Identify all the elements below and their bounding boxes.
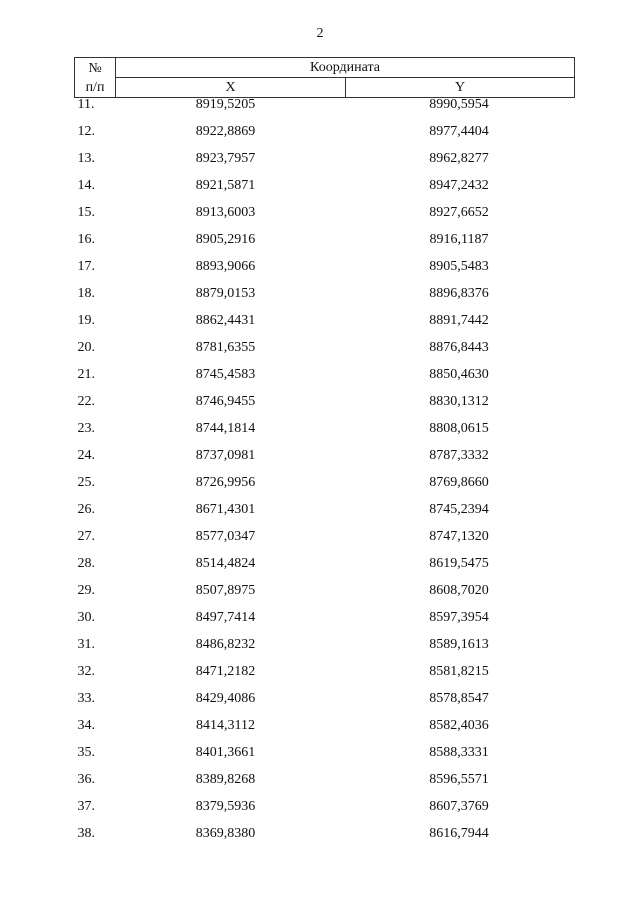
y-coordinate-cell: 8581,8215	[429, 664, 489, 679]
table-row	[75, 544, 575, 571]
x-coordinate-cell: 8369,8380	[195, 826, 256, 841]
table-row	[75, 679, 575, 706]
table-row	[75, 220, 575, 247]
table-row	[75, 98, 575, 113]
x-coordinate-cell: 8781,6355	[195, 340, 256, 355]
header-row-bottom	[75, 78, 575, 98]
row-number-cell: 30.	[77, 610, 95, 625]
x-coordinate-cell: 8514,4824	[195, 556, 256, 571]
page-number: 2	[316, 26, 324, 41]
y-coordinate-cell: 8916,1187	[429, 232, 489, 247]
y-coordinate-cell: 8597,3954	[429, 610, 489, 625]
row-number-cell: 17.	[77, 259, 95, 274]
table-row	[75, 814, 575, 841]
y-coordinate-cell: 8747,1320	[429, 529, 489, 544]
row-number-cell: 34.	[77, 718, 95, 733]
x-coordinate-cell: 8429,4086	[195, 691, 256, 706]
coordinate-header: Координата	[116, 58, 575, 78]
y-coordinate-cell: 8582,4036	[429, 718, 489, 733]
y-coordinate-cell: 8787,3332	[429, 448, 489, 463]
y-coordinate-cell: 8589,1613	[429, 637, 489, 652]
x-coordinate-cell: 8921,5871	[195, 178, 256, 193]
y-coordinate-cell: 8876,8443	[429, 340, 489, 355]
row-number-cell: 19.	[77, 313, 95, 328]
y-coordinate-cell: 8850,4630	[429, 367, 489, 382]
table-row	[75, 706, 575, 733]
x-coordinate-cell: 8379,5936	[195, 799, 256, 814]
row-number-cell: 31.	[77, 637, 95, 652]
table-row	[75, 139, 575, 166]
row-number-cell: 25.	[77, 475, 95, 490]
row-number-cell: 32.	[77, 664, 95, 679]
x-coordinate-cell: 8922,8869	[195, 124, 256, 139]
x-coordinate-cell: 8577,0347	[195, 529, 256, 544]
y-coordinate-cell: 8619,5475	[429, 556, 489, 571]
x-column-header: X	[116, 78, 346, 98]
y-coordinate-cell: 8891,7442	[429, 313, 489, 328]
row-number-cell: 29.	[77, 583, 95, 598]
table-row	[75, 517, 575, 544]
table-row	[75, 301, 575, 328]
table-row	[75, 490, 575, 517]
y-coordinate-cell: 8977,4404	[429, 124, 489, 139]
row-number-cell: 28.	[77, 556, 95, 571]
row-number-cell: 35.	[77, 745, 95, 760]
y-coordinate-cell: 8905,5483	[429, 259, 489, 274]
x-coordinate-cell: 8389,8268	[195, 772, 256, 787]
x-coordinate-cell: 8744,1814	[195, 421, 256, 436]
y-coordinate-cell: 8578,8547	[429, 691, 489, 706]
x-coordinate-cell: 8726,9956	[195, 475, 256, 490]
x-coordinate-cell: 8471,2182	[195, 664, 256, 679]
x-coordinate-cell: 8737,0981	[195, 448, 256, 463]
x-coordinate-cell: 8671,4301	[195, 502, 256, 517]
row-number-cell: 23.	[77, 421, 95, 436]
table-row	[75, 166, 575, 193]
x-coordinate-cell: 8879,0153	[195, 286, 256, 301]
x-coordinate-cell: 8862,4431	[195, 313, 256, 328]
table-row	[75, 652, 575, 679]
number-sign-label: №	[88, 60, 102, 76]
y-coordinate-cell: 8927,6652	[429, 205, 489, 220]
table-row	[75, 760, 575, 787]
row-number-cell: 37.	[77, 799, 95, 814]
row-number-cell: 12.	[77, 124, 95, 139]
y-coordinate-cell: 8596,5571	[429, 772, 489, 787]
y-coordinate-cell: 8588,3331	[429, 745, 489, 760]
y-coordinate-cell: 8608,7020	[429, 583, 489, 598]
y-coordinate-cell: 8947,2432	[429, 178, 489, 193]
coordinates-table	[74, 57, 575, 841]
y-coordinate-cell: 8990,5954	[429, 97, 489, 112]
x-coordinate-cell: 8919,5205	[195, 97, 256, 112]
y-coordinate-cell: 8962,8277	[429, 151, 489, 166]
y-coordinate-cell: 8896,8376	[429, 286, 489, 301]
x-coordinate-cell: 8486,8232	[195, 637, 256, 652]
x-coordinate-cell: 8401,3661	[195, 745, 256, 760]
row-number-cell: 26.	[77, 502, 95, 517]
header-row-top	[75, 58, 575, 78]
coordinates-table-header	[75, 58, 575, 98]
row-number-cell: 21.	[77, 367, 95, 382]
row-number-cell: 38.	[77, 826, 95, 841]
row-number-cell: 15.	[77, 205, 95, 220]
y-coordinate-cell: 8616,7944	[429, 826, 489, 841]
table-row	[75, 382, 575, 409]
y-coordinate-cell: 8607,3769	[429, 799, 489, 814]
x-coordinate-cell: 8414,3112	[196, 718, 255, 733]
x-coordinate-cell: 8497,7414	[195, 610, 256, 625]
coordinates-table-body	[75, 98, 575, 842]
y-coordinate-cell: 8745,2394	[429, 502, 489, 517]
table-row	[75, 355, 575, 382]
row-number-cell: 20.	[77, 340, 95, 355]
y-coordinate-cell: 8769,8660	[429, 475, 489, 490]
row-number-cell: 14.	[77, 178, 95, 193]
row-number-cell: 27.	[77, 529, 95, 544]
table-row	[75, 733, 575, 760]
table-row	[75, 409, 575, 436]
table-row	[75, 463, 575, 490]
x-coordinate-cell: 8905,2916	[195, 232, 256, 247]
y-coordinate-cell: 8808,0615	[429, 421, 489, 436]
row-number-cell: 13.	[77, 151, 95, 166]
table-row	[75, 625, 575, 652]
row-number-cell: 11.	[77, 97, 95, 112]
row-number-cell: 36.	[77, 772, 95, 787]
row-number-cell: 22.	[77, 394, 95, 409]
x-coordinate-cell: 8746,9455	[195, 394, 256, 409]
x-coordinate-cell: 8893,9066	[195, 259, 256, 274]
row-number-cell: 18.	[77, 286, 95, 301]
table-row	[75, 571, 575, 598]
y-coordinate-cell: 8830,1312	[429, 394, 489, 409]
table-row	[75, 598, 575, 625]
ordinal-label: п/п	[85, 79, 105, 95]
x-coordinate-cell: 8923,7957	[195, 151, 256, 166]
table-row	[75, 193, 575, 220]
table-row	[75, 328, 575, 355]
row-number-cell: 33.	[77, 691, 95, 706]
table-row	[75, 787, 575, 814]
row-number-cell: 24.	[77, 448, 95, 463]
x-coordinate-cell: 8745,4583	[195, 367, 256, 382]
table-row	[75, 274, 575, 301]
table-row	[75, 436, 575, 463]
x-coordinate-cell: 8913,6003	[195, 205, 256, 220]
number-column-header	[75, 58, 116, 98]
table-row	[75, 247, 575, 274]
x-coordinate-cell: 8507,8975	[195, 583, 256, 598]
y-column-header: Y	[346, 78, 575, 98]
table-row	[75, 112, 575, 139]
row-number-cell: 16.	[77, 232, 95, 247]
